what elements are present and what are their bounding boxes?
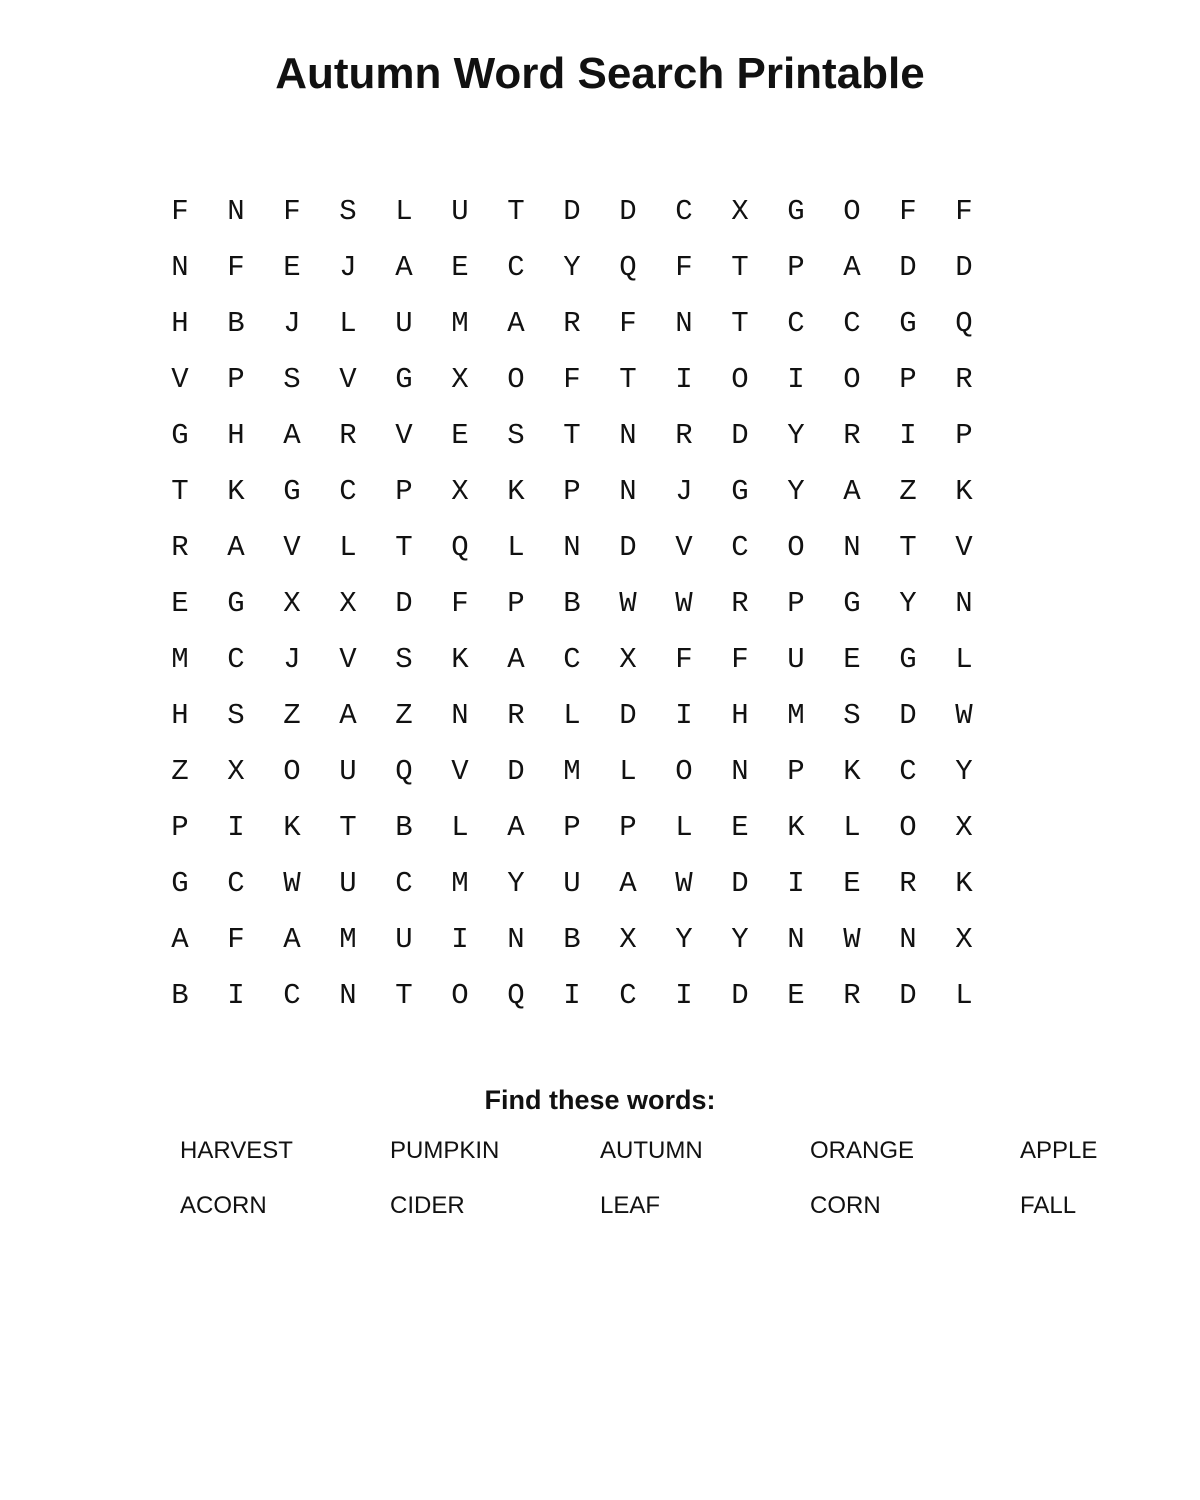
grid-letter: U <box>395 923 413 956</box>
grid-letter: V <box>283 531 301 564</box>
grid-letter: U <box>451 195 469 228</box>
grid-letter: C <box>619 979 637 1012</box>
grid-letter: G <box>899 307 917 340</box>
grid-letter: C <box>507 251 525 284</box>
grid-letter: E <box>171 587 189 620</box>
grid-letter: I <box>675 363 693 396</box>
grid-letter: F <box>451 587 469 620</box>
grid-letter: L <box>955 979 973 1012</box>
grid-letter: M <box>339 923 357 956</box>
grid-letter: A <box>507 643 525 676</box>
grid-letter: W <box>619 587 637 620</box>
grid-letter: I <box>451 923 469 956</box>
grid-letter: A <box>283 419 301 452</box>
grid-letter: C <box>899 755 917 788</box>
grid-letter: D <box>899 699 917 732</box>
grid-letter: Z <box>395 699 413 732</box>
grid-letter: G <box>843 587 861 620</box>
grid-letter: B <box>563 587 581 620</box>
grid-letter: L <box>619 755 637 788</box>
grid-letter: C <box>227 643 245 676</box>
grid-letter: D <box>899 251 917 284</box>
grid-letter: P <box>619 811 637 844</box>
page-title: Autumn Word Search Printable <box>275 49 925 98</box>
grid-letter: N <box>563 531 581 564</box>
grid-letter: I <box>227 811 245 844</box>
grid-letter: T <box>619 363 637 396</box>
grid-letter: P <box>563 811 581 844</box>
grid-letter: T <box>731 307 749 340</box>
grid-letter: N <box>619 475 637 508</box>
grid-letter: M <box>563 755 581 788</box>
grid-letter: P <box>955 419 973 452</box>
grid-letter: R <box>843 979 861 1012</box>
grid-letter: L <box>955 643 973 676</box>
grid-letter: V <box>339 643 357 676</box>
grid-letter: O <box>451 979 469 1012</box>
grid-letter: I <box>227 979 245 1012</box>
grid-letter: N <box>787 923 805 956</box>
grid-letter: M <box>451 867 469 900</box>
grid-letter: Q <box>955 307 973 340</box>
grid-letter: G <box>731 475 749 508</box>
grid-letter: N <box>227 195 245 228</box>
grid-letter: X <box>731 195 749 228</box>
grid-letter: B <box>171 979 189 1012</box>
grid-letter: T <box>731 251 749 284</box>
word-list-item: ACORN <box>180 1192 267 1219</box>
grid-letter: K <box>283 811 301 844</box>
word-list-item: AUTUMN <box>600 1137 703 1164</box>
grid-letter: Y <box>507 867 525 900</box>
grid-letter: T <box>339 811 357 844</box>
grid-letter: K <box>955 475 973 508</box>
grid-letter: R <box>171 531 189 564</box>
grid-letter: N <box>843 531 861 564</box>
grid-letter: D <box>731 419 749 452</box>
grid-letter: A <box>171 923 189 956</box>
grid-letter: V <box>171 363 189 396</box>
grid-letter: T <box>563 419 581 452</box>
grid-letter: A <box>395 251 413 284</box>
word-list-item: FALL <box>1020 1192 1077 1219</box>
grid-letter: R <box>563 307 581 340</box>
grid-letter: N <box>451 699 469 732</box>
grid-letter: S <box>843 699 861 732</box>
grid-letter: A <box>227 531 245 564</box>
grid-letter: Y <box>787 419 805 452</box>
grid-letter: S <box>395 643 413 676</box>
grid-letter: K <box>843 755 861 788</box>
grid-letter: D <box>731 979 749 1012</box>
grid-letter: N <box>899 923 917 956</box>
grid-letter: C <box>395 867 413 900</box>
grid-row <box>152 744 992 800</box>
grid-letter: Q <box>395 755 413 788</box>
grid-letter: M <box>787 699 805 732</box>
grid-letter: C <box>227 867 245 900</box>
grid-letter: T <box>899 531 917 564</box>
grid-letter: D <box>507 755 525 788</box>
grid-letter: E <box>451 251 469 284</box>
grid-letter: F <box>731 643 749 676</box>
grid-letter: O <box>731 363 749 396</box>
grid-letter: S <box>507 419 525 452</box>
grid-letter: E <box>731 811 749 844</box>
grid-letter: T <box>507 195 525 228</box>
word-list-item: APPLE <box>1020 1137 1098 1164</box>
grid-row <box>152 856 992 912</box>
grid-letter: U <box>339 867 357 900</box>
grid-letter: G <box>283 475 301 508</box>
grid-row <box>152 912 992 968</box>
grid-letter: U <box>395 307 413 340</box>
grid-letter: N <box>619 419 637 452</box>
grid-row <box>152 632 992 688</box>
word-list-item: CIDER <box>390 1192 465 1219</box>
grid-letter: Z <box>899 475 917 508</box>
grid-letter: K <box>955 867 973 900</box>
grid-letter: C <box>731 531 749 564</box>
grid-letter: L <box>339 307 357 340</box>
grid-letter: T <box>171 475 189 508</box>
grid-letter: B <box>227 307 245 340</box>
grid-letter: H <box>731 699 749 732</box>
grid-letter: P <box>787 755 805 788</box>
grid-letter: F <box>899 195 917 228</box>
grid-letter: V <box>451 755 469 788</box>
grid-letter: I <box>899 419 917 452</box>
grid-letter: O <box>787 531 805 564</box>
grid-letter: K <box>507 475 525 508</box>
grid-letter: J <box>339 251 357 284</box>
grid-row <box>152 352 992 408</box>
grid-letter: X <box>619 923 637 956</box>
grid-letter: R <box>507 699 525 732</box>
grid-letter: F <box>171 195 189 228</box>
word-list-item: LEAF <box>600 1192 661 1219</box>
grid-letter: F <box>563 363 581 396</box>
grid-letter: V <box>395 419 413 452</box>
grid-letter: P <box>507 587 525 620</box>
grid-row <box>152 688 992 744</box>
grid-letter: P <box>899 363 917 396</box>
grid-letter: A <box>843 475 861 508</box>
word-list-item: HARVEST <box>180 1137 293 1164</box>
grid-letter: G <box>787 195 805 228</box>
grid-letter: N <box>339 979 357 1012</box>
grid-letter: V <box>675 531 693 564</box>
grid-letter: N <box>507 923 525 956</box>
grid-letter: F <box>955 195 973 228</box>
grid-letter: L <box>843 811 861 844</box>
word-list-item: CORN <box>810 1192 881 1219</box>
grid-letter: W <box>675 867 693 900</box>
grid-letter: P <box>787 587 805 620</box>
word-list-item: ORANGE <box>810 1137 915 1164</box>
grid-letter: X <box>451 475 469 508</box>
grid-letter: P <box>563 475 581 508</box>
grid-letter: R <box>955 363 973 396</box>
grid-letter: O <box>283 755 301 788</box>
grid-letter: M <box>451 307 469 340</box>
grid-letter: O <box>507 363 525 396</box>
grid-letter: T <box>395 531 413 564</box>
grid-letter: H <box>227 419 245 452</box>
grid-letter: P <box>227 363 245 396</box>
grid-letter: B <box>395 811 413 844</box>
grid-letter: V <box>955 531 973 564</box>
grid-letter: A <box>619 867 637 900</box>
grid-letter: E <box>451 419 469 452</box>
grid-letter: N <box>171 251 189 284</box>
grid-letter: L <box>395 195 413 228</box>
grid-letter: N <box>955 587 973 620</box>
grid-letter: U <box>787 643 805 676</box>
grid-letter: I <box>787 363 805 396</box>
grid-letter: F <box>227 251 245 284</box>
grid-row <box>152 520 992 576</box>
grid-letter: U <box>563 867 581 900</box>
word-list-item: PUMPKIN <box>390 1137 500 1164</box>
grid-letter: Y <box>787 475 805 508</box>
grid-letter: O <box>899 811 917 844</box>
grid-letter: A <box>339 699 357 732</box>
grid-letter: P <box>787 251 805 284</box>
grid-row <box>152 968 992 1024</box>
grid-letter: E <box>283 251 301 284</box>
grid-letter: W <box>283 867 301 900</box>
grid-letter: G <box>227 587 245 620</box>
grid-letter: A <box>507 307 525 340</box>
grid-row <box>152 408 992 464</box>
grid-letter: R <box>339 419 357 452</box>
grid-letter: Y <box>731 923 749 956</box>
grid-letter: T <box>395 979 413 1012</box>
grid-letter: L <box>339 531 357 564</box>
grid-letter: Q <box>507 979 525 1012</box>
grid-letter: D <box>395 587 413 620</box>
grid-letter: R <box>731 587 749 620</box>
grid-letter: H <box>171 699 189 732</box>
grid-letter: E <box>787 979 805 1012</box>
grid-letter: N <box>675 307 693 340</box>
grid-letter: Z <box>283 699 301 732</box>
grid-letter: X <box>955 811 973 844</box>
grid-letter: J <box>675 475 693 508</box>
grid-letter: D <box>619 195 637 228</box>
grid-letter: I <box>787 867 805 900</box>
grid-letter: R <box>675 419 693 452</box>
grid-letter: S <box>227 699 245 732</box>
grid-letter: F <box>619 307 637 340</box>
grid-letter: A <box>283 923 301 956</box>
grid-letter: Q <box>451 531 469 564</box>
grid-letter: Y <box>955 755 973 788</box>
grid-letter: X <box>955 923 973 956</box>
grid-letter: O <box>843 363 861 396</box>
grid-letter: E <box>843 643 861 676</box>
grid-letter: S <box>339 195 357 228</box>
grid-letter: C <box>339 475 357 508</box>
grid-row <box>152 464 992 520</box>
grid-letter: Y <box>675 923 693 956</box>
word-list-heading: Find these words: <box>484 1085 716 1115</box>
grid-letter: B <box>563 923 581 956</box>
grid-letter: X <box>227 755 245 788</box>
grid-letter: D <box>619 531 637 564</box>
grid-letter: C <box>283 979 301 1012</box>
grid-letter: F <box>283 195 301 228</box>
grid-letter: D <box>563 195 581 228</box>
grid-letter: D <box>955 251 973 284</box>
grid-letter: Q <box>619 251 637 284</box>
letter-grid <box>152 184 992 1024</box>
grid-letter: C <box>787 307 805 340</box>
grid-row <box>152 240 992 296</box>
grid-letter: G <box>171 419 189 452</box>
grid-letter: I <box>563 979 581 1012</box>
grid-letter: L <box>675 811 693 844</box>
grid-letter: L <box>563 699 581 732</box>
grid-row <box>152 576 992 632</box>
grid-letter: O <box>843 195 861 228</box>
grid-letter: W <box>675 587 693 620</box>
grid-row <box>152 800 992 856</box>
grid-letter: K <box>451 643 469 676</box>
grid-letter: F <box>675 643 693 676</box>
grid-letter: D <box>619 699 637 732</box>
grid-letter: Y <box>563 251 581 284</box>
grid-letter: Z <box>171 755 189 788</box>
grid-letter: W <box>843 923 861 956</box>
grid-letter: F <box>675 251 693 284</box>
grid-letter: W <box>955 699 973 732</box>
grid-letter: J <box>283 643 301 676</box>
grid-letter: X <box>283 587 301 620</box>
grid-letter: H <box>171 307 189 340</box>
grid-letter: K <box>227 475 245 508</box>
grid-letter: D <box>899 979 917 1012</box>
grid-row <box>152 184 992 240</box>
word-list <box>180 1128 1180 1238</box>
grid-letter: F <box>227 923 245 956</box>
grid-letter: S <box>283 363 301 396</box>
grid-letter: A <box>507 811 525 844</box>
grid-letter: M <box>171 643 189 676</box>
grid-letter: V <box>339 363 357 396</box>
grid-letter: P <box>395 475 413 508</box>
grid-letter: U <box>339 755 357 788</box>
grid-letter: L <box>507 531 525 564</box>
grid-letter: P <box>171 811 189 844</box>
grid-letter: R <box>843 419 861 452</box>
grid-letter: A <box>843 251 861 284</box>
grid-letter: C <box>675 195 693 228</box>
grid-letter: O <box>675 755 693 788</box>
grid-letter: G <box>899 643 917 676</box>
grid-letter: J <box>283 307 301 340</box>
grid-letter: N <box>731 755 749 788</box>
grid-row <box>152 296 992 352</box>
grid-letter: X <box>339 587 357 620</box>
grid-letter: K <box>787 811 805 844</box>
grid-letter: D <box>731 867 749 900</box>
grid-letter: G <box>171 867 189 900</box>
grid-letter: X <box>619 643 637 676</box>
grid-letter: G <box>395 363 413 396</box>
grid-letter: R <box>899 867 917 900</box>
grid-letter: L <box>451 811 469 844</box>
grid-letter: C <box>563 643 581 676</box>
grid-letter: Y <box>899 587 917 620</box>
grid-letter: X <box>451 363 469 396</box>
grid-letter: I <box>675 979 693 1012</box>
grid-letter: I <box>675 699 693 732</box>
grid-letter: E <box>843 867 861 900</box>
grid-letter: C <box>843 307 861 340</box>
